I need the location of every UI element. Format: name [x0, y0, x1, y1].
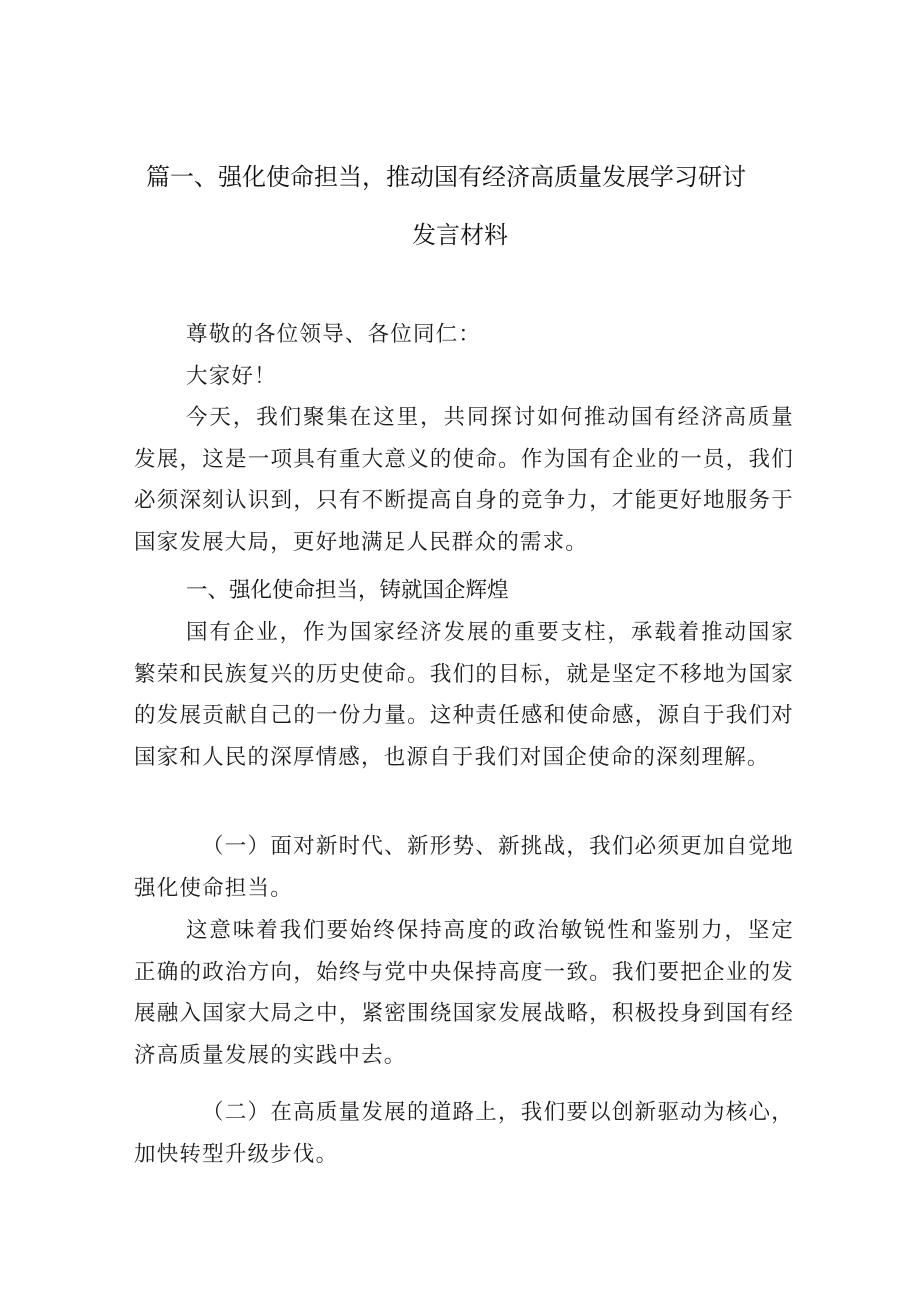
point1-paragraph: 这意味着我们要始终保持高度的政治敏锐性和鉴别力，坚定正确的政治方向，始终与党中央保持高度一致。我们要把企业的发展融入国家大局之中，紧密围绕国家发展战略，积极投身到国有经济高质量发展的实践中去。: [134, 918, 794, 1068]
salutation: 尊敬的各位领导、各位同仁：: [186, 322, 482, 347]
greeting: 大家好！: [186, 364, 277, 389]
document-title-line1: 篇一、强化使命担当，推动国有经济高质量发展学习研讨: [146, 163, 746, 191]
document-title-line2: 发言材料: [412, 221, 508, 249]
section-heading-1: 一、强化使命担当，铸就国企辉煌: [186, 578, 509, 603]
intro-paragraph: 今天，我们聚集在这里，共同探讨如何推动国有经济高质量发展，这是一项具有重大意义的使命。作为国有企业的一员，我们必须深刻认识到，只有不断提高自身的竞争力，才能更好地服务于国家发展大局，更好地满足人民群众的需求。: [134, 405, 794, 555]
section1-paragraph: 国有企业，作为国家经济发展的重要支柱，承载着推动国家繁荣和民族复兴的历史使命。我们的目标，就是坚定不移地为国家的发展贡献自己的一份力量。这种责任感和使命感，源自于我们对国家和人民的深厚情感，也源自于我们对国企使命的深刻理解。: [134, 620, 794, 770]
point-2: （二）在高质量发展的道路上，我们要以创新驱动为核心，加快转型升级步伐。: [134, 1100, 794, 1167]
point-1: （一）面对新时代、新形势、新挑战，我们必须更加自觉地强化使命担当。: [134, 834, 794, 901]
